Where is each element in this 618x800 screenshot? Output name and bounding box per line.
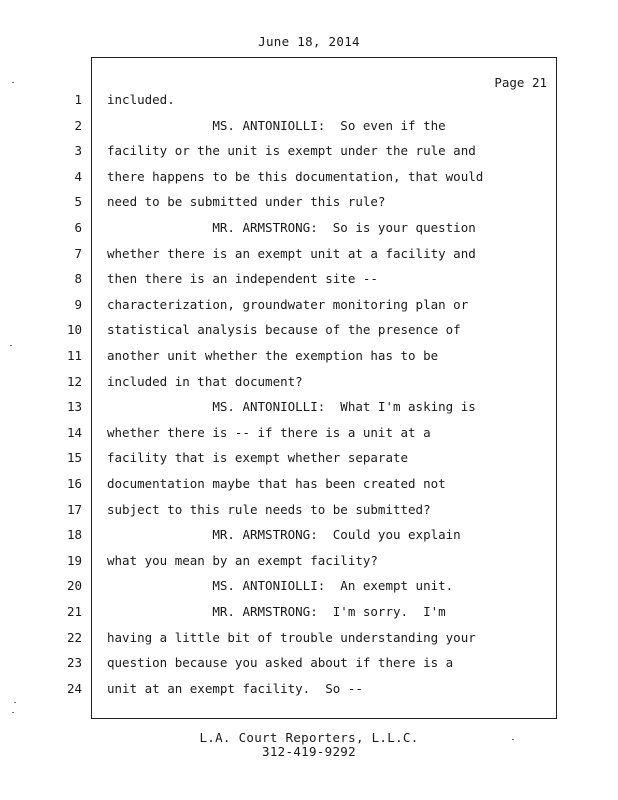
line-text: need to be submitted under this rule?: [107, 194, 386, 210]
line-number: 10: [66, 322, 82, 338]
line-text: MR. ARMSTRONG: Could you explain: [107, 527, 461, 543]
transcript-line: [0, 630, 618, 650]
scan-speck: [14, 702, 16, 703]
line-number: 12: [66, 373, 82, 389]
line-text: MS. ANTONIOLLI: What I'm asking is: [107, 399, 476, 415]
line-text: having a little bit of trouble understanding your: [107, 629, 476, 645]
transcript-line: [0, 271, 618, 291]
line-text: what you mean by an exempt facility?: [107, 552, 378, 568]
line-text: whether there is -- if there is a unit at a: [107, 424, 431, 440]
line-text: MR. ARMSTRONG: So is your question: [107, 220, 476, 235]
line-text: unit at an exempt facility. So --: [107, 680, 363, 696]
line-text: subject to this rule needs to be submitted?: [107, 501, 431, 517]
line-number: 1: [74, 92, 82, 107]
line-text: question because you asked about if there is a: [107, 655, 454, 671]
line-number: 6: [74, 220, 82, 235]
transcript-line: [0, 604, 618, 624]
line-text: statistical analysis because of the presence of: [107, 322, 461, 338]
line-number: 11: [66, 348, 82, 363]
transcript-line: [0, 476, 618, 496]
line-number: 13: [66, 399, 82, 415]
line-number: 3: [74, 143, 82, 159]
transcript-line: [0, 374, 618, 394]
transcript-line: [0, 297, 618, 317]
page-number: Page 21: [494, 75, 547, 90]
transcript-line: [0, 118, 618, 138]
scan-speck: [12, 712, 14, 713]
line-number: 24: [66, 680, 82, 696]
line-text: MS. ANTONIOLLI: So even if the: [107, 117, 446, 133]
line-text: facility that is exempt whether separate: [107, 450, 409, 466]
transcript-line: [0, 399, 618, 419]
transcript-line: [0, 194, 618, 214]
line-text: facility or the unit is exempt under the rule and: [107, 143, 476, 159]
transcript-line: [0, 450, 618, 470]
transcript-line: [0, 527, 618, 547]
line-number: 16: [66, 476, 82, 491]
line-number: 21: [66, 604, 82, 619]
page-date: June 18, 2014: [258, 34, 360, 49]
footer-company: L.A. Court Reporters, L.L.C.: [199, 730, 419, 745]
line-text: another unit whether the exemption has to be: [107, 348, 439, 363]
line-number: 9: [74, 296, 82, 312]
transcript-line: [0, 348, 618, 368]
scan-speck: [512, 739, 514, 740]
line-number: 19: [66, 552, 82, 568]
transcript-line: [0, 502, 618, 522]
line-text: MR. ARMSTRONG: I'm sorry. I'm: [107, 604, 446, 619]
transcript-line: [0, 246, 618, 266]
line-number: 2: [74, 117, 82, 133]
line-number: 20: [66, 578, 82, 594]
line-text: included in that document?: [107, 373, 303, 389]
page-footer: [0, 731, 618, 759]
line-text: included.: [107, 92, 175, 107]
transcript-line: [0, 655, 618, 675]
line-number: 5: [74, 194, 82, 210]
line-number: 22: [66, 629, 82, 645]
line-text: then there is an independent site --: [107, 271, 378, 287]
line-number: 7: [74, 245, 82, 261]
transcript-line: [0, 169, 618, 189]
transcript-line: [0, 681, 618, 701]
line-number: 8: [74, 271, 82, 287]
line-text: documentation maybe that has been created not: [107, 476, 446, 491]
scan-speck: [10, 345, 12, 346]
transcript-line: [0, 220, 618, 240]
transcript-line: [0, 425, 618, 445]
transcript-line: [0, 553, 618, 573]
line-text: MS. ANTONIOLLI: An exempt unit.: [107, 578, 454, 594]
transcript-line: [0, 322, 618, 342]
line-text: characterization, groundwater monitoring plan or: [107, 296, 469, 312]
scan-speck: [12, 82, 14, 83]
transcript-line: [0, 578, 618, 598]
line-text: whether there is an exempt unit at a facility and: [107, 245, 476, 261]
footer-phone: 312-419-9292: [262, 744, 356, 759]
line-number: 17: [66, 501, 82, 517]
transcript-line: [0, 143, 618, 163]
line-number: 4: [74, 168, 82, 184]
transcript-line: [0, 92, 618, 112]
line-number: 15: [66, 450, 82, 466]
line-number: 18: [66, 527, 82, 543]
line-text: there happens to be this documentation, that would: [107, 168, 484, 184]
line-number: 14: [66, 424, 82, 440]
line-number: 23: [66, 655, 82, 671]
